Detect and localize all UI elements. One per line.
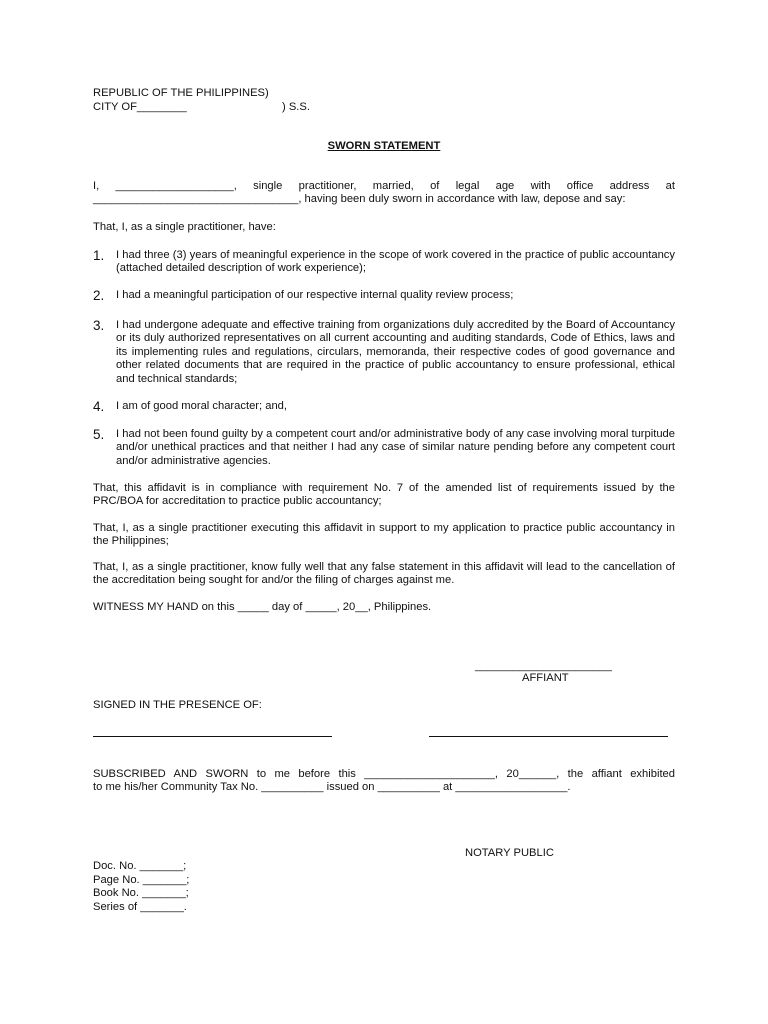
witness-signature-line-left: [93, 736, 332, 737]
intro-line-2: _________________________________, having been duly sworn in accordance with law, depose and say:: [93, 193, 626, 205]
signed-presence-label: SIGNED IN THE PRESENCE OF:: [93, 699, 262, 711]
list-item-text: I had not been found guilty by a competent court and/or administrative body of any case involving moral turpitude and/or unethical practices and that neither I had any case of similar nature pending before any competent court and/or administrative agencies.: [116, 428, 675, 467]
list-item-number: 1.: [93, 248, 105, 263]
witness-prefix: WITNESS MY HAND on this: [93, 601, 238, 613]
notary-public-label: NOTARY PUBLIC: [465, 847, 554, 859]
book-no-field: Book No. _______;: [93, 887, 189, 899]
subscribed-line-1: SUBSCRIBED AND SWORN to me before this _____________________, 20______, the affiant exhibited: [93, 768, 675, 780]
preface: That, I, as a single practitioner, have:: [93, 221, 276, 233]
subscribed-line-2: to me his/her Community Tax No. __________ issued on __________ at __________________.: [93, 781, 571, 793]
series-field: Series of _______.: [93, 901, 187, 913]
header-city: CITY OF________: [93, 101, 187, 113]
list-item-number: 2.: [93, 288, 105, 303]
paragraph-support: That, I, as a single practitioner executing this affidavit in support to my application to practice public accountancy in the Philippines;: [93, 522, 675, 548]
witness-year-blank: __: [355, 601, 368, 613]
list-item-text: I am of good moral character; and,: [116, 400, 288, 412]
page-no-field: Page No. _______;: [93, 874, 190, 886]
list-item-number: 4.: [93, 399, 105, 414]
doc-no-field: Doc. No. _______;: [93, 860, 187, 872]
intro-line-1: I, ___________________, single practitioner, married, of legal age with office address at: [93, 180, 675, 192]
witness-day-blank: _____: [237, 601, 269, 613]
paragraph-false-statement: That, I, as a single practitioner, know fully well that any false statement in this affidavit will lead to the cancellation of the accreditation being sought for and/or the filing of charges against me.: [93, 561, 675, 587]
list-item-text: I had a meaningful participation of our respective internal quality review process;: [116, 289, 514, 301]
witness-signature-line-right: [429, 736, 668, 737]
witness-suffix: , Philippines.: [367, 601, 432, 613]
witness-mid-1: day of: [268, 601, 306, 613]
header-ss: ) S.S.: [282, 101, 310, 113]
affiant-label: AFFIANT: [522, 672, 569, 684]
witness-month-blank: _____: [305, 601, 337, 613]
list-item-text: I had undergone adequate and effective training from organizations duly accredited by the Board of Accountancy or its duly authorized representatives on all current accounting and auditing standards, Code of Ethics, laws and its implementing rules and regulations, circulars, memoranda, their respective codes of good governance and other related documents that are required in the practice of public accountancy to ensure professional, ethical and technical standards;: [116, 319, 675, 385]
witness-mid-2: , 20: [336, 601, 356, 613]
list-item-text: I had three (3) years of meaningful experience in the scope of work covered in the practice of public accountancy (attached detailed description of work experience);: [116, 249, 675, 275]
affiant-signature-line: ______________________: [475, 660, 612, 672]
list-item-number: 3.: [93, 318, 105, 333]
list-item-number: 5.: [93, 427, 105, 442]
paragraph-compliance: That, this affidavit is in compliance with requirement No. 7 of the amended list of requirements issued by the PRC/BOA for accreditation to practice public accountancy;: [93, 482, 675, 508]
document-title: SWORN STATEMENT: [327, 140, 441, 152]
header-republic: REPUBLIC OF THE PHILIPPINES): [93, 87, 269, 99]
witness-line: [93, 601, 675, 614]
